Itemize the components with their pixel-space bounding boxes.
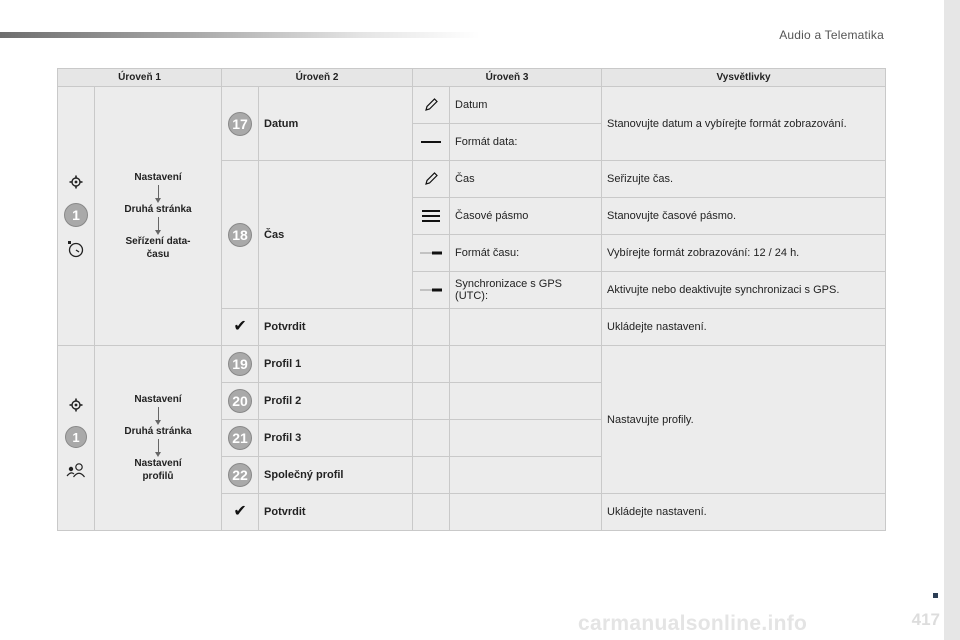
level2-datum: Datum — [259, 87, 413, 161]
level3-empty — [413, 457, 450, 494]
step-badge: 1 — [64, 203, 88, 227]
settings-gear-icon — [68, 397, 84, 413]
level2-cas: Čas — [259, 161, 413, 309]
level2-profile-3: Profil 3 — [259, 420, 413, 457]
level2-confirm: Potvrdit — [259, 494, 413, 531]
step-badge: 20 — [228, 389, 252, 413]
level3-empty — [450, 346, 602, 383]
level3-empty — [413, 309, 450, 346]
page-edge-strip — [944, 0, 960, 640]
level2-shared-profile: Společný profil — [259, 457, 413, 494]
step-badge: 22 — [228, 463, 252, 487]
level2-check-cell — [222, 494, 259, 531]
nav-step-second-page: Druhá stránka — [124, 426, 192, 437]
step-badge: 1 — [65, 426, 87, 448]
level2-badge-cell — [222, 87, 259, 161]
settings-gear-icon — [68, 174, 84, 190]
level2-badge-cell — [222, 383, 259, 420]
level3-icon-cell — [413, 235, 450, 272]
level1-icons — [58, 346, 95, 531]
nav-step-settings: Nastavení — [134, 172, 182, 183]
profile-users-icon — [65, 461, 87, 479]
level2-badge-cell — [222, 161, 259, 309]
section-title: Audio a Telematika — [779, 28, 884, 42]
watermark: carmanualsonline.info — [578, 612, 808, 635]
arrow-down-icon — [158, 185, 159, 199]
level1-icons — [58, 87, 95, 346]
checkmark-icon: ✔ — [233, 318, 247, 335]
level3-date-format: Formát data: — [450, 124, 602, 161]
arrow-down-icon — [158, 407, 159, 421]
level3-time-format: Formát času: — [450, 235, 602, 272]
column-header-level3: Úroveň 3 — [413, 69, 602, 87]
level1-navigation — [95, 346, 222, 531]
level2-badge-cell — [222, 346, 259, 383]
nav-step-second-page: Druhá stránka — [124, 204, 192, 215]
step-badge: 19 — [228, 352, 252, 376]
level2-confirm: Potvrdit — [259, 309, 413, 346]
column-header-level2: Úroveň 2 — [222, 69, 413, 87]
page-number: 417 — [911, 610, 940, 629]
level2-profile-1: Profil 1 — [259, 346, 413, 383]
page-marker — [933, 593, 938, 598]
level3-empty — [450, 383, 602, 420]
nav-step-datetime: Seřízení data-času — [125, 236, 191, 260]
level3-empty — [450, 494, 602, 531]
level3-empty — [413, 420, 450, 457]
toggle-icon — [418, 286, 444, 294]
arrow-down-icon — [158, 217, 159, 231]
level3-icon-cell — [413, 272, 450, 309]
level3-icon-cell — [413, 161, 450, 198]
nav-step-profiles: Nastavení profilů — [134, 458, 182, 482]
notes-datum: Stanovujte datum a vybírejte formát zobrazování. — [602, 87, 886, 161]
dash-icon — [418, 138, 444, 146]
level3-icon-cell — [413, 87, 450, 124]
notes-profiles: Nastavujte profily. — [602, 346, 886, 494]
level3-empty — [450, 309, 602, 346]
level3-empty — [450, 420, 602, 457]
level3-empty — [413, 346, 450, 383]
step-badge: 21 — [228, 426, 252, 450]
notes-time-format: Vybírejte formát zobrazování: 12 / 24 h. — [602, 235, 886, 272]
level2-check-cell — [222, 309, 259, 346]
notes-cas: Seřizujte čas. — [602, 161, 886, 198]
level3-gps-sync: Synchronizace s GPS (UTC): — [450, 272, 602, 309]
arrow-down-icon — [158, 439, 159, 453]
column-header-notes: Vysvětlivky — [602, 69, 886, 87]
notes-confirm: Ukládejte nastavení. — [602, 494, 886, 531]
nav-step-settings: Nastavení — [134, 394, 182, 405]
notes-confirm: Ukládejte nastavení. — [602, 309, 886, 346]
column-header-level1: Úroveň 1 — [58, 69, 222, 87]
level3-empty — [450, 457, 602, 494]
pencil-icon — [418, 171, 444, 187]
level3-empty — [413, 494, 450, 531]
level1-navigation — [95, 87, 222, 346]
level2-badge-cell — [222, 457, 259, 494]
level3-datum: Datum — [450, 87, 602, 124]
pencil-icon — [418, 97, 444, 113]
step-badge: 18 — [228, 223, 252, 247]
level3-icon-cell — [413, 198, 450, 235]
settings-table — [57, 68, 886, 531]
level2-profile-2: Profil 2 — [259, 383, 413, 420]
header-gradient-bar — [0, 32, 480, 38]
checkmark-icon: ✔ — [233, 503, 247, 520]
menu-icon — [418, 208, 444, 224]
notes-gps-sync: Aktivujte nebo deaktivujte synchronizaci s GPS. — [602, 272, 886, 309]
clock-icon — [67, 240, 85, 258]
toggle-icon — [418, 249, 444, 257]
level3-empty — [413, 383, 450, 420]
level3-timezone: Časové pásmo — [450, 198, 602, 235]
level2-badge-cell — [222, 420, 259, 457]
level3-cas: Čas — [450, 161, 602, 198]
step-badge: 17 — [228, 112, 252, 136]
notes-timezone: Stanovujte časové pásmo. — [602, 198, 886, 235]
level3-icon-cell — [413, 124, 450, 161]
